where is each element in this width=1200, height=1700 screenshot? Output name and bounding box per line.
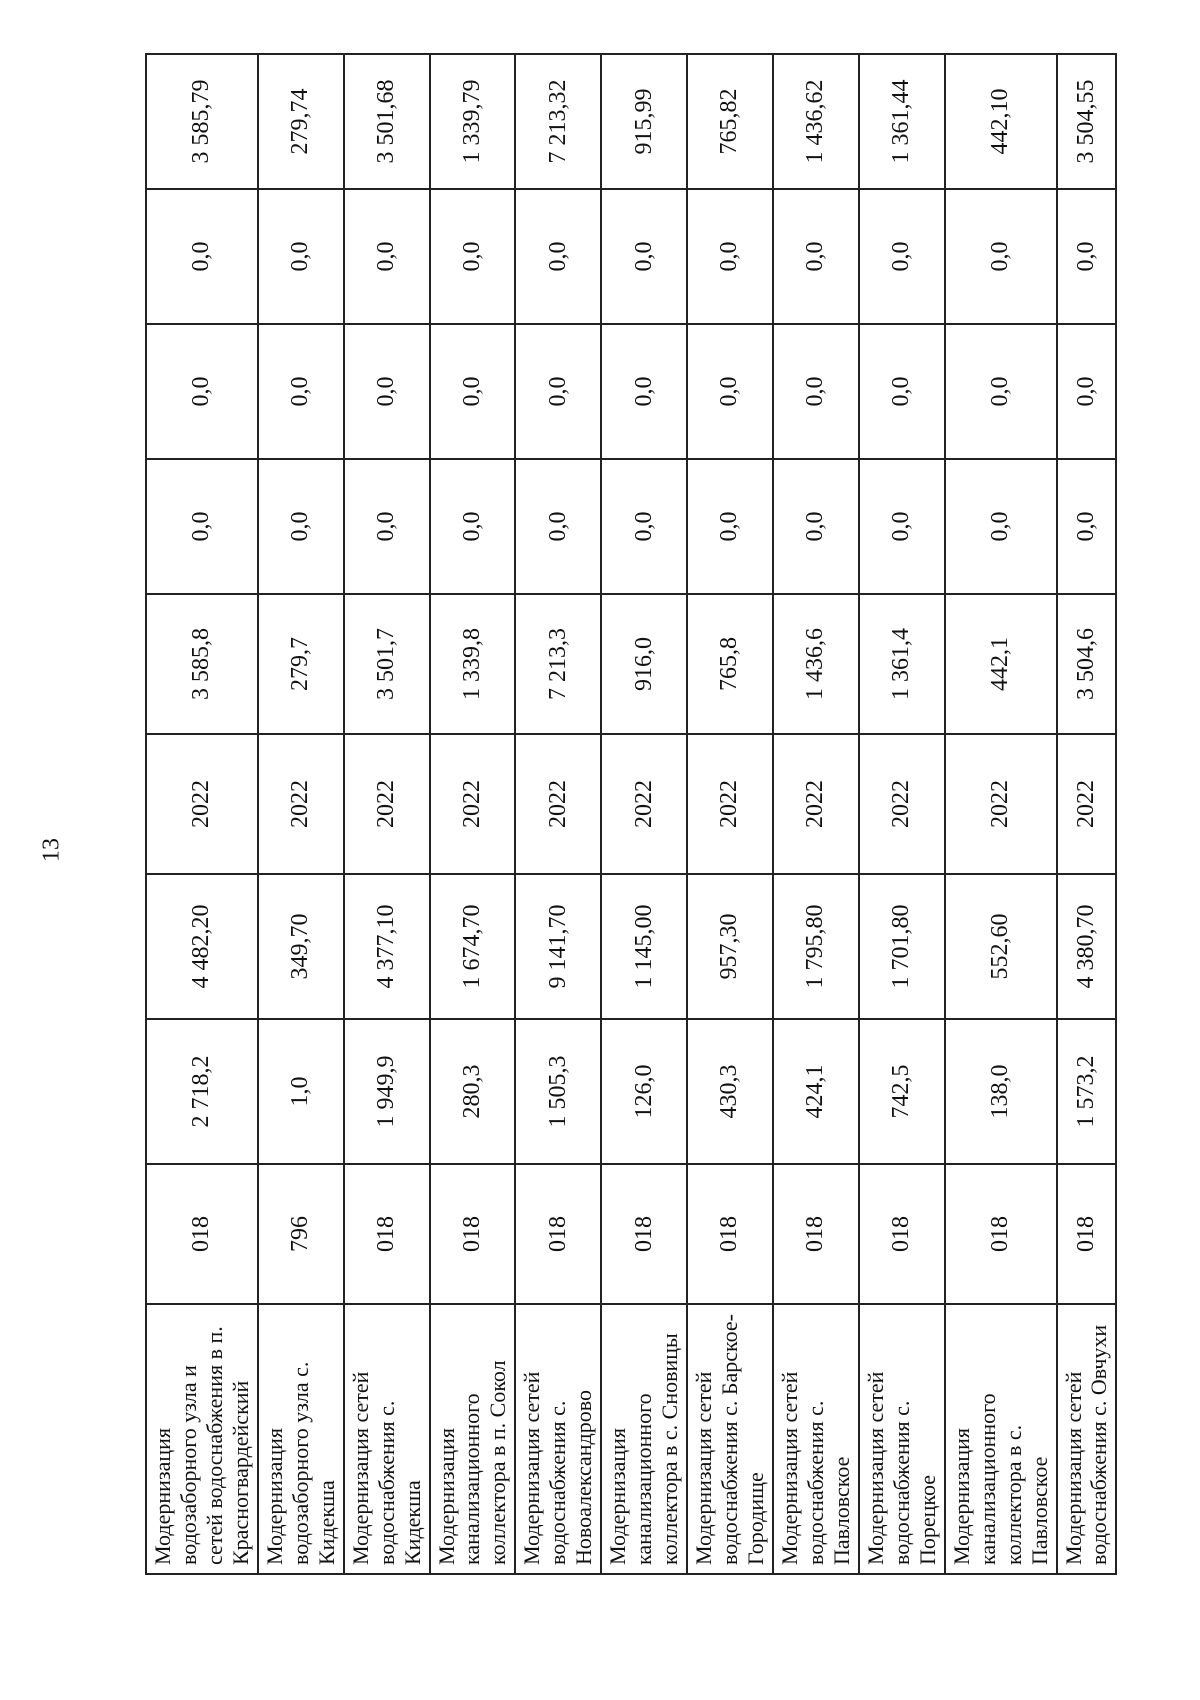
cell-a: 280,3 bbox=[430, 1019, 516, 1164]
cell-z2: 0,0 bbox=[1057, 324, 1117, 459]
cell-a: 742,5 bbox=[859, 1019, 945, 1164]
cell-year: 2022 bbox=[258, 734, 344, 874]
table-row bbox=[1057, 54, 1117, 1574]
cell-z1: 0,0 bbox=[601, 459, 687, 594]
cell-code: 018 bbox=[859, 1164, 945, 1304]
cell-z1: 0,0 bbox=[687, 459, 773, 594]
table-row bbox=[258, 54, 344, 1574]
table-row bbox=[344, 54, 430, 1574]
cell-year: 2022 bbox=[773, 734, 859, 874]
cell-name: Модернизация сетей водоснабжения с. Овчухи bbox=[1057, 1304, 1117, 1574]
cell-b: 1 701,80 bbox=[859, 874, 945, 1019]
cell-code: 018 bbox=[687, 1164, 773, 1304]
cell-final: 1 339,79 bbox=[430, 54, 516, 189]
cell-year: 2022 bbox=[859, 734, 945, 874]
cell-z3: 0,0 bbox=[773, 189, 859, 324]
cell-b: 9 141,70 bbox=[515, 874, 601, 1019]
cell-a: 1 573,2 bbox=[1057, 1019, 1117, 1164]
cell-final: 3 501,68 bbox=[344, 54, 430, 189]
cell-a: 126,0 bbox=[601, 1019, 687, 1164]
cell-z1: 0,0 bbox=[1057, 459, 1117, 594]
cell-z2: 0,0 bbox=[430, 324, 516, 459]
cell-final: 915,99 bbox=[601, 54, 687, 189]
cell-z2: 0,0 bbox=[687, 324, 773, 459]
cell-a: 138,0 bbox=[945, 1019, 1057, 1164]
cell-final: 1 436,62 bbox=[773, 54, 859, 189]
cell-code: 018 bbox=[773, 1164, 859, 1304]
cell-z2: 0,0 bbox=[945, 324, 1057, 459]
cell-a: 430,3 bbox=[687, 1019, 773, 1164]
cell-name: Модернизация канализационного коллектора в п. Сокол bbox=[430, 1304, 516, 1574]
cell-b: 1 795,80 bbox=[773, 874, 859, 1019]
cell-z3: 0,0 bbox=[601, 189, 687, 324]
cell-name: Модернизация сетей водоснабжения с. Новоалександрово bbox=[515, 1304, 601, 1574]
cell-final: 1 361,44 bbox=[859, 54, 945, 189]
cell-code: 018 bbox=[601, 1164, 687, 1304]
cell-b: 4 380,70 bbox=[1057, 874, 1117, 1019]
cell-z1: 0,0 bbox=[945, 459, 1057, 594]
cell-z3: 0,0 bbox=[146, 189, 258, 324]
cell-z3: 0,0 bbox=[687, 189, 773, 324]
cell-z3: 0,0 bbox=[515, 189, 601, 324]
table-row bbox=[773, 54, 859, 1574]
cell-b: 957,30 bbox=[687, 874, 773, 1019]
cell-total: 3 504,6 bbox=[1057, 594, 1117, 734]
table-body bbox=[146, 54, 1116, 1574]
table-row bbox=[430, 54, 516, 1574]
cell-a: 1 949,9 bbox=[344, 1019, 430, 1164]
cell-z2: 0,0 bbox=[344, 324, 430, 459]
cell-name: Модернизация сетей водоснабжения с. Порецкое bbox=[859, 1304, 945, 1574]
table-row bbox=[601, 54, 687, 1574]
cell-z3: 0,0 bbox=[945, 189, 1057, 324]
cell-year: 2022 bbox=[601, 734, 687, 874]
cell-total: 442,1 bbox=[945, 594, 1057, 734]
cell-total: 1 436,6 bbox=[773, 594, 859, 734]
cell-name: Модернизация водозаборного узла и сетей водоснабжения в п. Красногвардейский bbox=[146, 1304, 258, 1574]
cell-b: 349,70 bbox=[258, 874, 344, 1019]
cell-z2: 0,0 bbox=[601, 324, 687, 459]
cell-a: 424,1 bbox=[773, 1019, 859, 1164]
table-row bbox=[146, 54, 258, 1574]
cell-z1: 0,0 bbox=[859, 459, 945, 594]
cell-z3: 0,0 bbox=[430, 189, 516, 324]
cell-code: 796 bbox=[258, 1164, 344, 1304]
cell-year: 2022 bbox=[945, 734, 1057, 874]
cell-year: 2022 bbox=[430, 734, 516, 874]
cell-z1: 0,0 bbox=[146, 459, 258, 594]
table-row bbox=[515, 54, 601, 1574]
cell-name: Модернизация сетей водоснабжения с. Кидекша bbox=[344, 1304, 430, 1574]
cell-total: 1 361,4 bbox=[859, 594, 945, 734]
cell-z3: 0,0 bbox=[258, 189, 344, 324]
cell-z2: 0,0 bbox=[773, 324, 859, 459]
cell-total: 3 585,8 bbox=[146, 594, 258, 734]
table-row bbox=[687, 54, 773, 1574]
cell-final: 3 504,55 bbox=[1057, 54, 1117, 189]
cell-name: Модернизация сетей водоснабжения с. Барское-Городище bbox=[687, 1304, 773, 1574]
cell-z1: 0,0 bbox=[430, 459, 516, 594]
cell-code: 018 bbox=[146, 1164, 258, 1304]
cell-year: 2022 bbox=[687, 734, 773, 874]
page-number: 13 bbox=[38, 838, 65, 862]
cell-year: 2022 bbox=[344, 734, 430, 874]
cell-total: 765,8 bbox=[687, 594, 773, 734]
cell-z1: 0,0 bbox=[258, 459, 344, 594]
cell-b: 1 145,00 bbox=[601, 874, 687, 1019]
cell-b: 4 377,10 bbox=[344, 874, 430, 1019]
cell-code: 018 bbox=[430, 1164, 516, 1304]
cell-name: Модернизация канализационного коллектора в с. Павловское bbox=[945, 1304, 1057, 1574]
cell-z2: 0,0 bbox=[515, 324, 601, 459]
cell-b: 1 674,70 bbox=[430, 874, 516, 1019]
cell-total: 279,7 bbox=[258, 594, 344, 734]
cell-final: 7 213,32 bbox=[515, 54, 601, 189]
cell-total: 3 501,7 bbox=[344, 594, 430, 734]
investment-table bbox=[145, 53, 1117, 1575]
cell-year: 2022 bbox=[515, 734, 601, 874]
cell-b: 552,60 bbox=[945, 874, 1057, 1019]
cell-a: 1,0 bbox=[258, 1019, 344, 1164]
cell-name: Модернизация канализационного коллектора в с. Сновицы bbox=[601, 1304, 687, 1574]
cell-b: 4 482,20 bbox=[146, 874, 258, 1019]
cell-final: 765,82 bbox=[687, 54, 773, 189]
cell-z2: 0,0 bbox=[146, 324, 258, 459]
cell-name: Модернизация сетей водоснабжения с. Павловское bbox=[773, 1304, 859, 1574]
cell-code: 018 bbox=[344, 1164, 430, 1304]
cell-total: 7 213,3 bbox=[515, 594, 601, 734]
cell-code: 018 bbox=[515, 1164, 601, 1304]
cell-z1: 0,0 bbox=[515, 459, 601, 594]
cell-code: 018 bbox=[945, 1164, 1057, 1304]
cell-a: 1 505,3 bbox=[515, 1019, 601, 1164]
cell-z1: 0,0 bbox=[344, 459, 430, 594]
cell-z3: 0,0 bbox=[1057, 189, 1117, 324]
cell-z3: 0,0 bbox=[344, 189, 430, 324]
cell-z2: 0,0 bbox=[258, 324, 344, 459]
cell-total: 1 339,8 bbox=[430, 594, 516, 734]
cell-final: 3 585,79 bbox=[146, 54, 258, 189]
cell-final: 442,10 bbox=[945, 54, 1057, 189]
cell-z1: 0,0 bbox=[773, 459, 859, 594]
cell-total: 916,0 bbox=[601, 594, 687, 734]
cell-year: 2022 bbox=[146, 734, 258, 874]
table-row bbox=[945, 54, 1057, 1574]
cell-year: 2022 bbox=[1057, 734, 1117, 874]
cell-a: 2 718,2 bbox=[146, 1019, 258, 1164]
table-row bbox=[859, 54, 945, 1574]
cell-code: 018 bbox=[1057, 1164, 1117, 1304]
cell-final: 279,74 bbox=[258, 54, 344, 189]
cell-z2: 0,0 bbox=[859, 324, 945, 459]
rotated-table-container bbox=[145, 55, 1112, 1575]
cell-z3: 0,0 bbox=[859, 189, 945, 324]
cell-name: Модернизация водозаборного узла с. Кидекша bbox=[258, 1304, 344, 1574]
